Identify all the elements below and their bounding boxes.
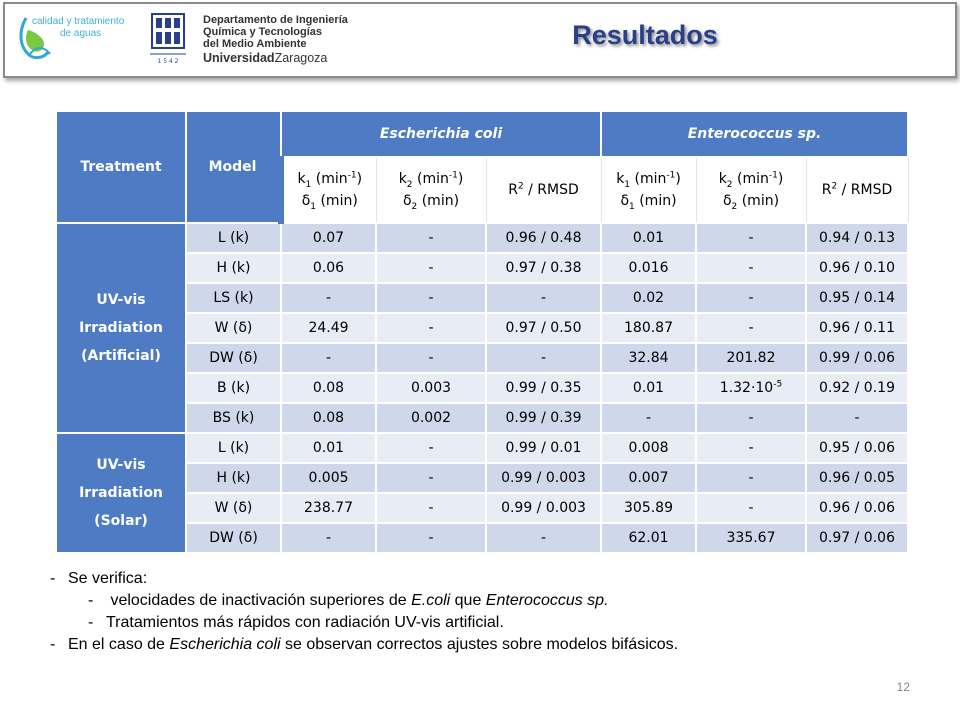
bullet-1a: - velocidades de inactivación superiores de E.coli que Enterococcus sp. [88,592,609,609]
group-artificial: UV-vis Irradiation (Artificial) [56,223,186,433]
cell-model: DW (δ) [186,523,281,553]
university-name-bold: Universidad [203,51,275,65]
cell-ec-k1: 0.07 [281,223,376,253]
slide-title: Resultados [572,20,718,50]
header-species-ecoli: Escherichia coli [281,111,601,157]
logo1-line1: calidad y tratamiento [32,16,125,27]
header-model: Model [186,111,281,223]
cell-ec-k2: - [376,253,486,283]
cell-en-k2: 335.67 [696,523,806,553]
cell-ec-k1: 0.005 [281,463,376,493]
bullet-1b-text: Tratamientos más rápidos con radiación UV-vis artificial. [106,614,504,631]
cell-en-k2: - [696,223,806,253]
cell-en-k1: 0.016 [601,253,696,283]
cell-model: B (k) [186,373,281,403]
cell-en-k2: - [696,313,806,343]
header-species-enterococcus: Enterococcus sp. [601,111,908,157]
cell-ec-r2: 0.99 / 0.35 [486,373,601,403]
cell-ec-k2: 0.002 [376,403,486,433]
cell-ec-r2: - [486,523,601,553]
cell-en-k1: 0.01 [601,223,696,253]
subheader-en-k2: $k_2$ $(\min^{-1})$ $\delta_2$ (min) [696,157,806,223]
cell-ec-k2: - [376,343,486,373]
cell-en-k2: - [696,283,806,313]
cell-en-k1: 62.01 [601,523,696,553]
svg-text:1 5 4 2: 1 5 4 2 [157,58,179,65]
subheader-ec-k1: $k_1$ $(\min^{-1})$ $\delta_1$ (min) [281,157,376,223]
department-logo-text [203,14,348,64]
cell-en-k1: 305.89 [601,493,696,523]
cell-model: LS (k) [186,283,281,313]
header-treatment: Treatment [56,111,186,223]
subheader-en-k1: $k_1$ $(\min^{-1})$ $\delta_1$ (min) [601,157,696,223]
cell-en-k1: 180.87 [601,313,696,343]
university-name [203,52,348,64]
cell-ec-r2: 0.99 / 0.003 [486,493,601,523]
subheader-ec-r2: $R^2$ / RMSD [486,157,601,223]
cell-en-k1: - [601,403,696,433]
cell-en-k2: - [696,463,806,493]
cell-ec-r2: 0.96 / 0.48 [486,223,601,253]
cell-ec-k1: 0.06 [281,253,376,283]
cell-en-k1: 32.84 [601,343,696,373]
cell-en-r2: 0.96 / 0.11 [806,313,908,343]
cell-model: H (k) [186,253,281,283]
cell-ec-r2: 0.99 / 0.003 [486,463,601,493]
cell-ec-k1: - [281,343,376,373]
cell-en-k2: $1.32\cdot 10^{-5}$ [696,373,806,403]
dept-line1: Departamento de Ingeniería [203,14,348,26]
cell-ec-r2: 0.99 / 0.39 [486,403,601,433]
subheader-ec-k2: $k_2$ $(\min^{-1})$ $\delta_2$ (min) [376,157,486,223]
cell-ec-k1: 0.08 [281,373,376,403]
table-row [56,223,908,253]
cell-en-k1: 0.02 [601,283,696,313]
university-crest-icon [146,10,190,66]
cell-model: BS (k) [186,403,281,433]
table-row [56,433,908,463]
cell-en-k2: - [696,403,806,433]
cell-ec-k1: - [281,283,376,313]
cell-en-k2: - [696,433,806,463]
cell-ec-k2: - [376,283,486,313]
cell-ec-k1: 238.77 [281,493,376,523]
cell-ec-k1: 0.08 [281,403,376,433]
cell-en-r2: - [806,403,908,433]
logo1-label [32,16,124,40]
cell-ec-k1: - [281,523,376,553]
cell-en-r2: 0.92 / 0.19 [806,373,908,403]
cell-ec-k2: - [376,433,486,463]
cell-model: L (k) [186,223,281,253]
cell-en-k1: 0.01 [601,373,696,403]
university-name-normal: Zaragoza [274,51,328,65]
cell-en-r2: 0.96 / 0.10 [806,253,908,283]
cell-ec-k2: - [376,223,486,253]
dept-line2: Química y Tecnologías [203,26,322,38]
bullet-1b: - Tratamientos más rápidos con radiación UV-vis artificial. [88,614,504,631]
cell-ec-r2: 0.99 / 0.01 [486,433,601,463]
cell-ec-r2: - [486,283,601,313]
cell-model: H (k) [186,463,281,493]
bullet-2: - En el caso de Escherichia coli se observan correctos ajustes sobre modelos bifásicos. [50,636,679,653]
cell-ec-k1: 0.01 [281,433,376,463]
cell-en-r2: 0.95 / 0.06 [806,433,908,463]
results-table [55,110,909,554]
cell-ec-k2: - [376,463,486,493]
cell-model: DW (δ) [186,343,281,373]
cell-model: W (δ) [186,493,281,523]
cell-en-k2: - [696,253,806,283]
cell-en-k2: - [696,493,806,523]
cell-ec-r2: 0.97 / 0.38 [486,253,601,283]
cell-ec-k2: - [376,493,486,523]
cell-en-r2: 0.96 / 0.06 [806,493,908,523]
bullet-1: - Se verifica: [50,570,148,587]
slide-header [0,0,960,82]
cell-en-k1: 0.007 [601,463,696,493]
cell-model: W (δ) [186,313,281,343]
cell-en-r2: 0.96 / 0.05 [806,463,908,493]
bullet-1-text: Se verifica: [68,570,148,587]
cell-ec-r2: 0.97 / 0.50 [486,313,601,343]
cell-en-k1: 0.008 [601,433,696,463]
cell-ec-k1: 24.49 [281,313,376,343]
conclusions-list [50,568,930,656]
cell-ec-r2: - [486,343,601,373]
cell-ec-k2: 0.003 [376,373,486,403]
subheader-en-r2: $R^2$ / RMSD [806,157,908,223]
cell-ec-k2: - [376,523,486,553]
dept-line3: del Medio Ambiente [203,38,307,50]
cell-en-r2: 0.95 / 0.14 [806,283,908,313]
cell-ec-k2: - [376,313,486,343]
cell-en-r2: 0.97 / 0.06 [806,523,908,553]
page-number: 12 [896,680,910,694]
cell-en-r2: 0.99 / 0.06 [806,343,908,373]
group-solar: UV-vis Irradiation (Solar) [56,433,186,553]
cell-en-k2: 201.82 [696,343,806,373]
cell-model: L (k) [186,433,281,463]
cell-en-r2: 0.94 / 0.13 [806,223,908,253]
logo1-line2: de aguas [60,28,102,39]
